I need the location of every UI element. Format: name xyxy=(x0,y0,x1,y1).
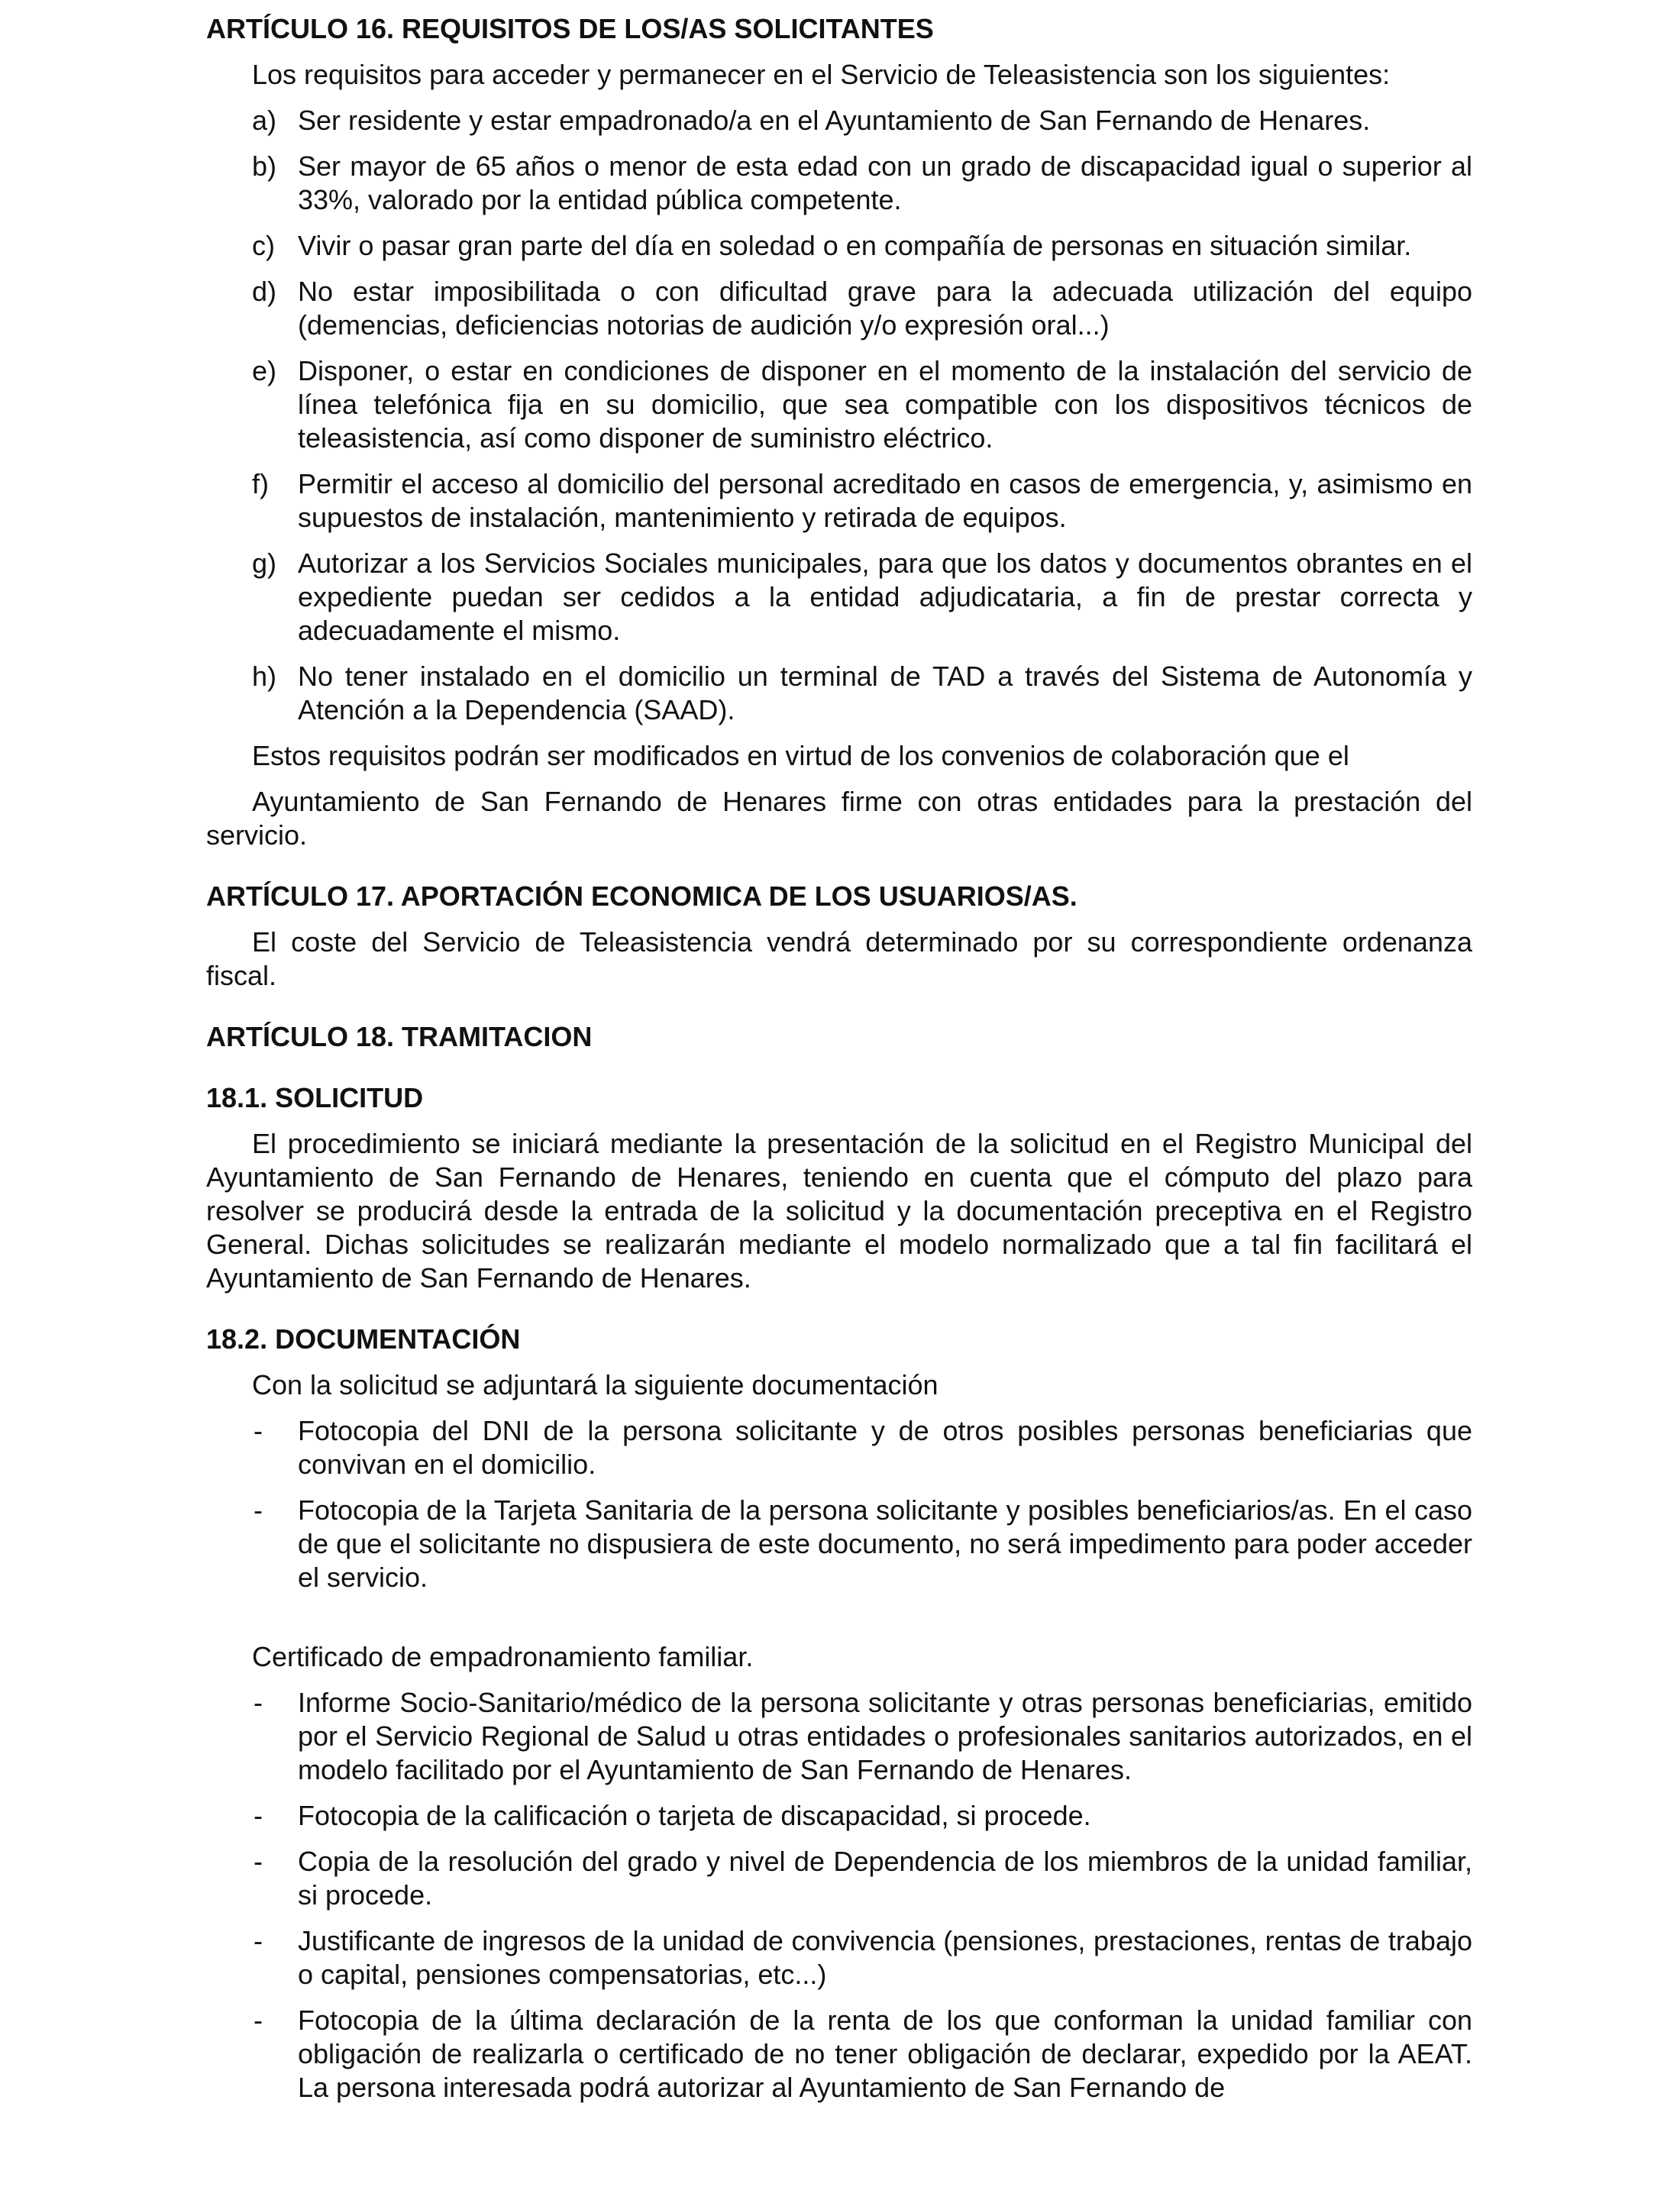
dash-marker: - xyxy=(254,1846,263,1877)
article-17-heading: ARTÍCULO 17. APORTACIÓN ECONOMICA DE LOS USUARIOS/AS. xyxy=(206,880,1077,912)
requirement-a xyxy=(206,104,1472,137)
article-16-intro: Los requisitos para acceder y permanecer en el Servicio de Teleasistencia son los siguientes: xyxy=(252,59,1391,90)
requirement-text: No estar imposibilitada o con dificultad grave para la adecuada utilización del equipo (demencias, deficiencias notorias de audición y/o expresión oral...) xyxy=(298,276,1472,341)
requirement-marker: b) xyxy=(252,150,277,182)
document-list-item xyxy=(206,1924,1472,1992)
article-18-heading: ARTÍCULO 18. TRAMITACION xyxy=(206,1021,593,1052)
requirement-marker: f) xyxy=(252,468,269,499)
article-17-body: El coste del Servicio de Teleasistencia vendrá determinado por su correspondiente ordenanza fiscal. xyxy=(206,926,1472,991)
requirement-text: Ser mayor de 65 años o menor de esta edad con un grado de discapacidad igual o superior al 33%, valorado por la entidad pública competente. xyxy=(298,150,1472,215)
document-list-item xyxy=(206,1799,1472,1833)
document-list-item xyxy=(206,2004,1472,2105)
document-list-text: Fotocopia de la Tarjeta Sanitaria de la persona solicitante y posibles beneficiarios/as. En el caso de que el solicitante no dispusiera de este documento, no será impedimento para poder acceder el servicio. xyxy=(298,1494,1472,1593)
requirement-d xyxy=(206,275,1472,342)
document-list-text: Fotocopia de la calificación o tarjeta de discapacidad, si procede. xyxy=(298,1800,1091,1831)
requirement-h xyxy=(206,660,1472,727)
requirement-c xyxy=(206,229,1472,263)
dash-marker: - xyxy=(254,1687,263,1718)
article-16-closing-line: Estos requisitos podrán ser modificados en virtud de los convenios de colaboración que el xyxy=(252,740,1349,771)
article-16-heading: ARTÍCULO 16. REQUISITOS DE LOS/AS SOLICITANTES xyxy=(206,13,934,44)
requirement-text: Ser residente y estar empadronado/a en el Ayuntamiento de San Fernando de Henares. xyxy=(298,105,1371,136)
census-certificate-line: Certificado de empadronamiento familiar. xyxy=(252,1641,754,1672)
requirement-b xyxy=(206,150,1472,217)
requirement-text: Vivir o pasar gran parte del día en soledad o en compañía de personas en situación similar. xyxy=(298,230,1412,261)
dash-marker: - xyxy=(254,1494,263,1526)
section-18-2-intro: Con la solicitud se adjuntará la siguiente documentación xyxy=(252,1369,939,1400)
document-list-text: Fotocopia del DNI de la persona solicitante y de otros posibles personas beneficiarias que convivan en el domicilio. xyxy=(298,1415,1472,1480)
document-list-text: Fotocopia de la última declaración de la renta de los que conforman la unidad familiar con obligación de realizarla o certificado de no tener obligación de declarar, expedido por la AEAT. La persona interesada podrá autorizar al Ayuntamiento de San Fernando de xyxy=(298,2004,1472,2103)
dash-marker: - xyxy=(254,1925,263,1956)
requirement-f xyxy=(206,467,1472,535)
requirement-marker: h) xyxy=(252,661,277,692)
requirement-marker: c) xyxy=(252,230,275,261)
article-16-closing-paragraph: Ayuntamiento de San Fernando de Henares firme con otras entidades para la prestación del servicio. xyxy=(206,786,1472,851)
document-list-item xyxy=(206,1494,1472,1594)
document-page xyxy=(206,0,1472,2105)
section-18-1-heading: 18.1. SOLICITUD xyxy=(206,1082,424,1113)
requirement-text: No tener instalado en el domicilio un terminal de TAD a través del Sistema de Autonomía y Atención a la Dependencia (SAAD). xyxy=(298,661,1472,725)
requirement-text: Autorizar a los Servicios Sociales municipales, para que los datos y documentos obrantes en el expediente puedan ser cedidos a la entidad adjudicataria, a fin de prestar correcta y adecuadamente el mismo. xyxy=(298,548,1472,646)
requirement-marker: g) xyxy=(252,548,277,579)
document-list-text: Informe Socio-Sanitario/médico de la persona solicitante y otras personas beneficiarias, emitido por el Servicio Regional de Salud u otras entidades o profesionales sanitarios autorizados, en el modelo facilitado por el Ayuntamiento de San Fernando de Henares. xyxy=(298,1687,1472,1785)
section-18-1-body: El procedimiento se iniciará mediante la presentación de la solicitud en el Registro Municipal del Ayuntamiento de San Fernando de Henares, teniendo en cuenta que el cómputo del plazo para resolver se producirá desde la entrada de la solicitud y la documentación preceptiva en el Registro General. Dichas solicitudes se realizarán mediante el modelo normalizado que a tal fin facilitará el Ayuntamiento de San Fernando de Henares. xyxy=(206,1128,1472,1294)
section-18-2-heading: 18.2. DOCUMENTACIÓN xyxy=(206,1323,521,1355)
dash-marker: - xyxy=(254,1800,263,1831)
requirement-text: Disponer, o estar en condiciones de disponer en el momento de la instalación del servicio de línea telefónica fija en su domicilio, que sea compatible con los dispositivos técnicos de teleasistencia, así como disponer de suministro eléctrico. xyxy=(298,355,1472,454)
requirement-marker: d) xyxy=(252,276,277,307)
document-list-item xyxy=(206,1414,1472,1481)
document-list-item xyxy=(206,1686,1472,1787)
document-list-text: Justificante de ingresos de la unidad de convivencia (pensiones, prestaciones, rentas de trabajo o capital, pensiones compensatorias, etc...) xyxy=(298,1925,1472,1990)
requirement-marker: a) xyxy=(252,105,277,136)
requirement-e xyxy=(206,354,1472,455)
dash-marker: - xyxy=(254,1415,263,1446)
document-list-item xyxy=(206,1845,1472,1912)
requirement-marker: e) xyxy=(252,355,277,386)
dash-marker: - xyxy=(254,2004,263,2036)
requirement-g xyxy=(206,547,1472,648)
requirement-text: Permitir el acceso al domicilio del personal acreditado en casos de emergencia, y, asimismo en supuestos de instalación, mantenimiento y retirada de equipos. xyxy=(298,468,1472,533)
document-list-text: Copia de la resolución del grado y nivel de Dependencia de los miembros de la unidad familiar, si procede. xyxy=(298,1846,1472,1911)
